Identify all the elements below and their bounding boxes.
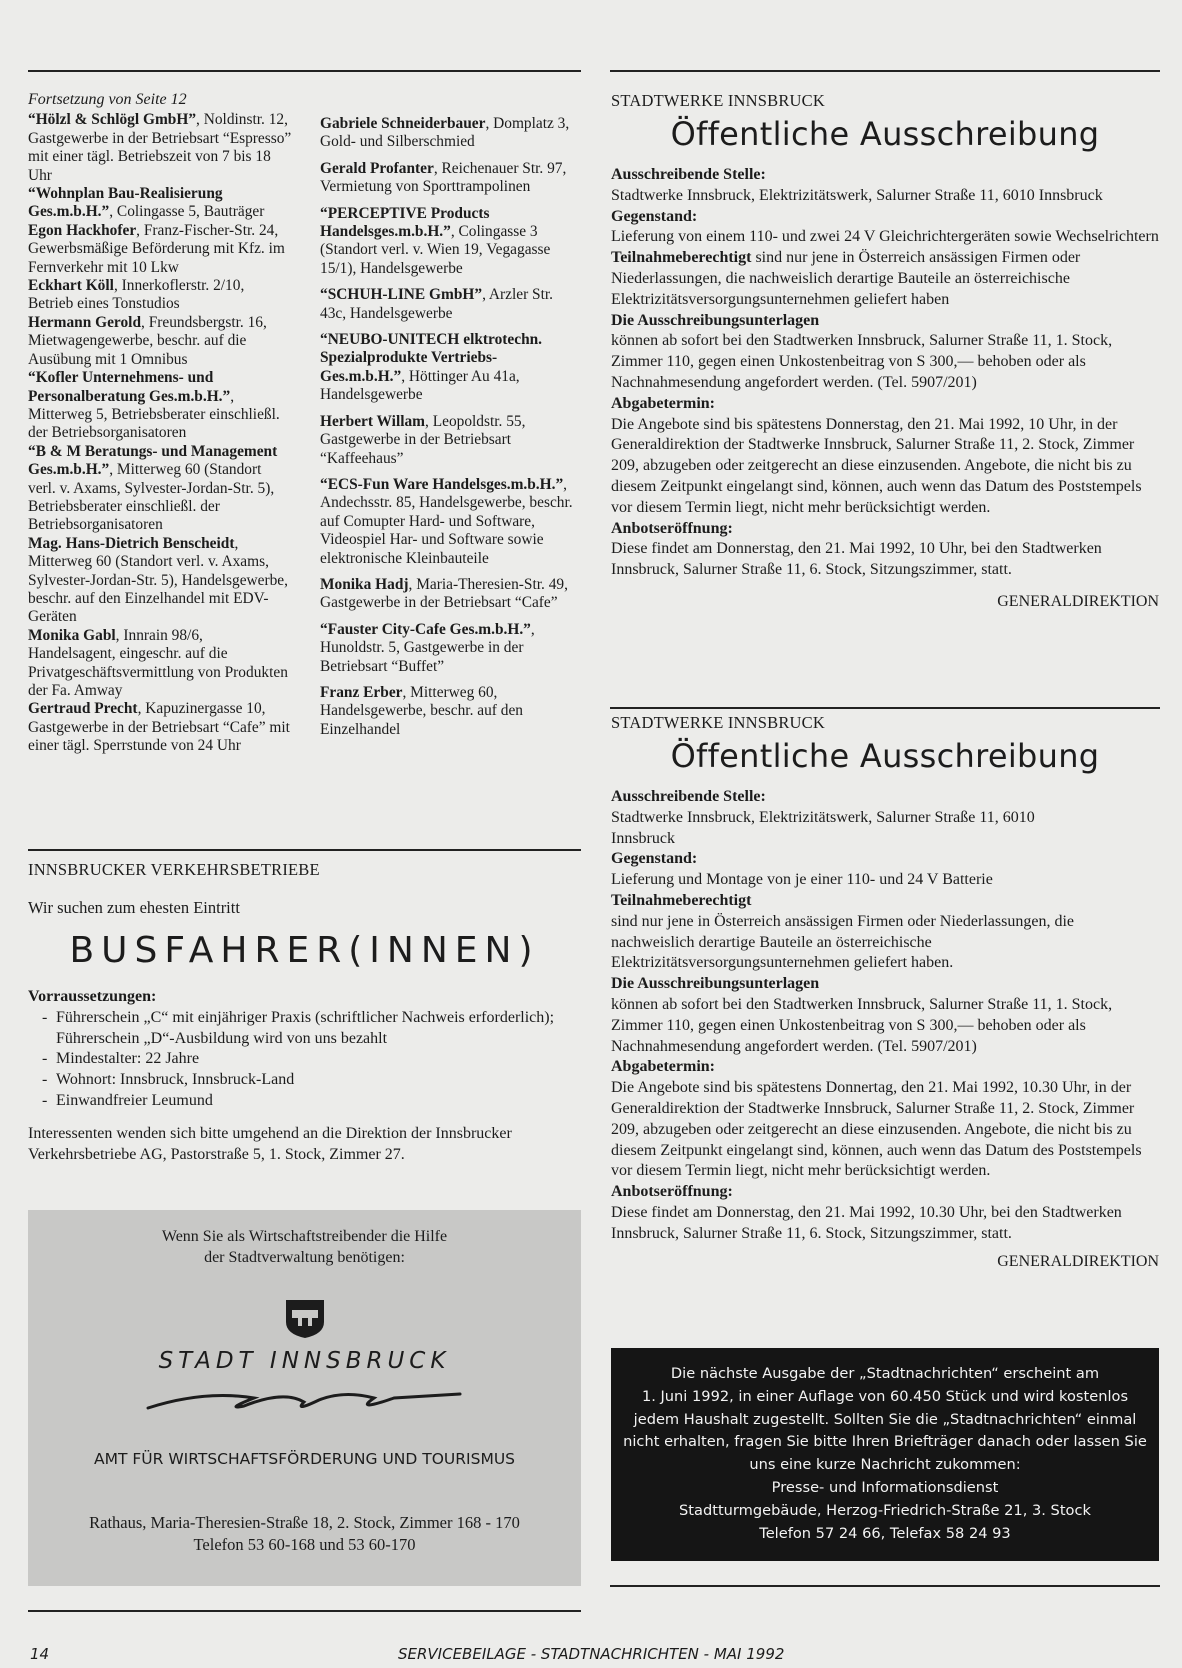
register-entry <box>320 684 582 739</box>
promo-dept: AMT FÜR WIRTSCHAFTSFÖRDERUNG UND TOURISMUS <box>93 1450 516 1468</box>
notice-line: Die nächste Ausgabe der „Stadtnachrichten“ erscheint am <box>670 1365 1100 1382</box>
entry-name: “SCHUH-LINE GmbH” <box>320 286 483 304</box>
notice-line: Presse- und Informationsdienst <box>771 1478 999 1496</box>
tender-heading: Abgabetermin: <box>611 394 715 412</box>
register-entry <box>28 277 292 314</box>
entry-details: , Freundsbergstr. 16, Mietwagengewerbe, beschr. auf die Ausübung mit 1 Omnibus <box>28 313 267 368</box>
tender-text: Lieferung und Montage von je einer 110- und 24 V Batterie <box>611 871 993 889</box>
register-entry <box>320 413 582 468</box>
entry-details: , Mitterweg 60, Handelsgewerbe, beschr. auf den Einzelhandel <box>320 683 523 738</box>
register-entry <box>320 576 582 613</box>
tender-title: Öffentliche Ausschreibung <box>670 737 1100 775</box>
entry-name: Mag. Hans-Dietrich Benscheidt <box>28 534 235 552</box>
req-item: - Mindestalter: 22 Jahre <box>42 1049 581 1070</box>
tender-signature: GENERALDIREKTION <box>997 592 1159 610</box>
entry-details: , Mitterweg 5, Betriebsberater einschließl. der Betriebsorganisatoren <box>28 387 280 442</box>
tender-text: Die Angebote sind bis spätestens Donnertag, den 21. Mai 1992, 10.30 Uhr, in der Generaldirektion der Stadtwerke Innsbruck, Salurner Straße 11, 2. Stock, Zimmer 209, abzugeben oder zeitgerecht an diese einzusenden. Angebote, die nicht bis zu diesem Zeitpunkt eingelangt sind, können, auch wenn das Datum des Poststempels vor diesem Termin liegt, nicht mehr berücksichtigt werden. <box>611 1079 1142 1180</box>
top-rule-right <box>610 70 1160 72</box>
register-entry <box>320 286 582 323</box>
entry-name: Herbert Willam <box>320 412 426 430</box>
tender-heading: Teilnahmeberechtigt <box>611 891 752 909</box>
entry-details: , Noldinstr. 12, Gastgewerbe in der Betriebsart “Espresso” mit einer tägl. Betriebszeit von 7 bis 18 Uhr <box>28 111 292 184</box>
tender-heading: Gegenstand: <box>611 850 698 868</box>
entry-details: , Innerkoflerstr. 2/10, Betrieb eines Tonstudios <box>28 277 245 313</box>
entry-name: “ECS-Fun Ware Handelsges.m.b.H.” <box>320 475 564 493</box>
entry-name: “NEUBO-UNITECH elktrotechn. Spezialprodukte Vertriebs-Ges.m.b.H.” <box>320 331 543 385</box>
tender-text: Stadtwerke Innsbruck, Elektrizitätswerk, Salurner Straße 11, 6010 Innsbruck <box>611 808 1035 847</box>
bottom-rule-right <box>610 1585 1160 1587</box>
register-entry <box>320 115 582 152</box>
entry-details: , Höttinger Au 41a, Handelsgewerbe <box>320 367 520 404</box>
signature-swash <box>144 1378 464 1418</box>
notice-line: jedem Haushalt zugestellt. Sollten Sie die „Stadtnachrichten“ einmal <box>633 1410 1137 1428</box>
entry-name: “Hölzl & Schlögl GmbH” <box>28 111 197 129</box>
entry-details: , Colingasse 3 (Standort verl. v. Wien 19, Vegagasse 15/1), Handelsgewerbe <box>320 223 551 277</box>
promo-box <box>28 1210 581 1586</box>
register-entry <box>320 621 582 676</box>
promo-phone: Telefon 53 60-168 und 53 60-170 <box>193 1535 416 1554</box>
entry-name: Hermann Gerold <box>28 313 142 331</box>
register-column-2 <box>320 115 582 747</box>
job-intro: Wir suchen zum ehesten Eintritt <box>28 898 240 917</box>
entry-details: , Domplatz 3, Gold- und Silberschmied <box>320 115 570 151</box>
register-entry <box>28 185 292 222</box>
continued-note: Fortsetzung von Seite 12 <box>28 91 187 108</box>
tender-heading: Die Ausschreibungsunterlagen <box>611 311 820 329</box>
tender-text: Diese findet am Donnerstag, den 21. Mai 1992, 10.30 Uhr, bei den Stadtwerken Innsbruck, Salurner Straße 11, 6. Stock, Sitzungszimmer, statt. <box>611 1203 1122 1242</box>
register-list-2 <box>320 115 582 739</box>
entry-details: , Mitterweg 60 (Standort verl. v. Axams, Sylvester-Jordan-Str. 5), Betriebsberater einschließl. der Betriebsorganisatoren <box>28 461 275 534</box>
register-entry <box>28 700 292 755</box>
entry-details: , Andechsstr. 85, Handelsgewerbe, beschr. auf Comupter Hard- und Software, Videospiel Har- und Software sowie elektronische Kleinbauteile <box>320 475 573 567</box>
entry-details: , Arzler Str. 43c, Handelsgewerbe <box>320 286 554 322</box>
entry-name: Monika Hadj <box>320 575 409 593</box>
entry-name: Gertraud Precht <box>28 700 138 718</box>
entry-name: Gabriele Schneiderbauer <box>320 115 486 132</box>
page-number: 14 <box>30 1645 50 1663</box>
entry-details: , Leopoldstr. 55, Gastgewerbe in der Betriebsart “Kaffeehaus” <box>320 412 526 467</box>
notice-line: Stadtturmgebäude, Herzog-Friedrich-Straße 21, 3. Stock <box>679 1501 1091 1519</box>
entry-details: , Reichenauer Str. 97, Vermietung von Sporttrampolinen <box>320 159 567 196</box>
tender-heading: Gegenstand: <box>611 207 698 225</box>
req-item: Führerschein „D“-Ausbildung wird von uns bezahlt <box>56 1029 388 1047</box>
entry-name: “Kofler Unternehmens- und Personalberatung Ges.m.b.H.” <box>28 369 231 405</box>
promo-line2: der Stadtverwaltung benötigen: <box>204 1249 405 1266</box>
tender-heading: Anbotseröffnung: <box>611 519 733 537</box>
entry-name: Egon Hackhofer <box>28 221 137 239</box>
entry-name: “B & M Beratungs- und Management Ges.m.b.H.” <box>28 442 278 479</box>
tender-title: Öffentliche Ausschreibung <box>670 115 1100 153</box>
register-entry <box>320 476 582 568</box>
tender-heading: Ausschreibende Stelle: <box>611 788 766 805</box>
entry-name: “Fauster City-Cafe Ges.m.b.H.” <box>320 620 531 638</box>
notice-line: Telefon 57 24 66, Telefax 58 24 93 <box>759 1524 1011 1542</box>
tender-org: STADTWERKE INNSBRUCK <box>611 713 825 732</box>
tender-heading: Die Ausschreibungsunterlagen <box>611 975 820 993</box>
tender-signature: GENERALDIREKTION <box>997 1252 1159 1270</box>
entry-details: , Hunoldstr. 5, Gastgewerbe in der Betriebsart “Buffet” <box>320 620 535 675</box>
entry-name: Monika Gabl <box>28 626 116 644</box>
tender-body <box>611 165 1159 581</box>
register-column-1 <box>28 91 292 756</box>
register-entry <box>320 205 582 279</box>
tender-2 <box>611 713 1159 1271</box>
register-entry <box>28 369 292 443</box>
entry-details: , Colingasse 5, Bauträger <box>109 203 265 221</box>
entry-details: , Mitterweg 60 (Standort verl. v. Axams, Sylvester-Jordan-Str. 5), Handelsgewerbe, beschr. auf den Einzelhandel mit EDV-Geräten <box>28 534 288 626</box>
entry-name: Eckhart Köll <box>28 277 114 295</box>
tender-text: können ab sofort bei den Stadtwerken Innsbruck, Salurner Straße 11, 1. Stock, Zimmer 110, gegen einen Unkostenbeitrag von S 300,— behoben oder als Nachnahmesendung angefordert werden. (Tel. 5907/201) <box>611 332 1113 391</box>
job-top-rule <box>28 849 581 851</box>
tender-text: Stadtwerke Innsbruck, Elektrizitätswerk, Salurner Straße 11, 6010 Innsbruck <box>611 186 1103 204</box>
footer-title: SERVICEBEILAGE - STADTNACHRICHTEN - MAI 1992 <box>398 1645 785 1663</box>
register-entry <box>28 111 292 185</box>
city-crest-icon <box>282 1296 328 1340</box>
tender-heading: Teilnahmeberechtigt <box>611 249 752 267</box>
job-contact: Interessenten wenden sich bitte umgehend an die Direktion der Innsbrucker Verkehrsbetriebe AG, Pastorstraße 5, 1. Stock, Zimmer 27. <box>28 1124 512 1163</box>
entry-name: Gerald Profanter <box>320 159 434 177</box>
entry-name: “Wohnplan Bau-Realisierung Ges.m.b.H.” <box>28 185 223 221</box>
tender-divider <box>610 707 1160 709</box>
register-entry <box>28 222 292 277</box>
tender-heading: Anbotseröffnung: <box>611 1183 733 1201</box>
register-entry <box>28 535 292 627</box>
job-title: BUSFAHRER(INNEN) <box>69 930 540 971</box>
entry-name: Franz Erber <box>320 683 403 701</box>
notice-line: 1. Juni 1992, in einer Auflage von 60.450 Stück und wird kostenlos <box>641 1387 1129 1405</box>
job-requirements <box>28 987 581 1165</box>
tender-heading: Ausschreibende Stelle: <box>611 166 766 183</box>
job-org: INNSBRUCKER VERKEHRSBETRIEBE <box>28 860 320 879</box>
tender-org: STADTWERKE INNSBRUCK <box>611 91 825 110</box>
tender-text: können ab sofort bei den Stadtwerken Innsbruck, Salurner Straße 11, 1. Stock, Zimmer 110, gegen einen Unkostenbeitrag von S 300,— behoben oder als Nachnahmesendung angefordert werden. (Tel. 5907/201) <box>611 995 1113 1055</box>
tender-text: Die Angebote sind bis spätestens Donnerstag, den 21. Mai 1992, 10 Uhr, in der Generaldirektion der Stadtwerke Innsbruck, Salurner Straße 11, 2. Stock, Zimmer 209, abzugeben oder zeitgerecht an diese einzusenden. Angebote, die nicht bis zu diesem Zeitpunkt eingelangt sind, können, auch wenn das Datum des Poststempels vor diesem Termin liegt, nicht mehr berücksichtigt werden. <box>611 415 1142 516</box>
register-entry <box>28 627 292 701</box>
entry-details: , Innrain 98/6, Handelsagent, eingeschr. auf die Privatgeschäftsvermittlung von Produkten der Fa. Amway <box>28 626 288 699</box>
tender-heading: Abgabetermin: <box>611 1058 715 1076</box>
entry-name: “PERCEPTIVE Products Handelsges.m.b.H.” <box>320 204 490 241</box>
entry-details: , Franz-Fischer-Str. 24, Gewerbsmäßige Beförderung mit Kfz. im Fernverkehr mit 10 Lkw <box>28 221 285 276</box>
promo-brand: STADT INNSBRUCK <box>158 1348 451 1374</box>
register-entry <box>28 443 292 535</box>
tender-text: Diese findet am Donnerstag, den 21. Mai 1992, 10 Uhr, bei den Stadtwerken Innsbruck, Salurner Straße 11, 6. Stock, Sitzungszimmer, statt. <box>611 540 1102 579</box>
tender-body <box>611 787 1159 1245</box>
register-entry <box>28 314 292 369</box>
register-entry <box>320 331 582 405</box>
req-item: - Einwandfreier Leumund <box>42 1091 581 1112</box>
tender-text: sind nur jene in Österreich ansässigen Firmen oder Niederlassungen, die nachweislich derartige Bauteile an österreichische Elektrizitätsversorgungsunternehmen geliefert haben. <box>611 912 1074 972</box>
entry-details: , Maria-Theresien-Str. 49, Gastgewerbe in der Betriebsart “Cafe” <box>320 575 568 612</box>
register-list-1 <box>28 111 292 755</box>
bottom-rule-left <box>28 1610 581 1612</box>
register-entry <box>320 160 582 197</box>
req-heading: Vorraussetzungen: <box>28 988 157 1005</box>
notice-line: uns eine kurze Nachricht zukommen: <box>749 1456 1021 1474</box>
req-item: - Führerschein „C“ mit einjähriger Praxis (schriftlicher Nachweis erforderlich); <box>42 1008 576 1029</box>
tender-text: Lieferung von einem 110- und zwei 24 V Gleichrichtergeräten sowie Wechselrichtern <box>611 228 1159 246</box>
promo-address: Rathaus, Maria-Theresien-Straße 18, 2. Stock, Zimmer 168 - 170 <box>89 1513 520 1532</box>
top-rule-left <box>28 70 581 72</box>
req-item: - Wohnort: Innsbruck, Innsbruck-Land <box>42 1070 581 1091</box>
entry-details: , Kapuzinergasse 10, Gastgewerbe in der Betriebsart “Cafe” mit einer tägl. Sperrstunde von 24 Uhr <box>28 700 290 755</box>
next-issue-notice <box>611 1348 1159 1561</box>
tender-text: sind nur jene in Österreich ansässigen Firmen oder Niederlassungen, die nachweislich derartige Bauteile an österreichische Elektrizitätsversorgungsunternehmen geliefert haben <box>611 249 1081 308</box>
job-ad <box>28 860 581 1165</box>
promo-line1: Wenn Sie als Wirtschaftstreibender die Hilfe <box>161 1228 448 1245</box>
tender-1 <box>611 91 1159 611</box>
notice-line: nicht erhalten, fragen Sie bitte Ihren Briefträger danach oder lassen Sie <box>623 1433 1147 1451</box>
